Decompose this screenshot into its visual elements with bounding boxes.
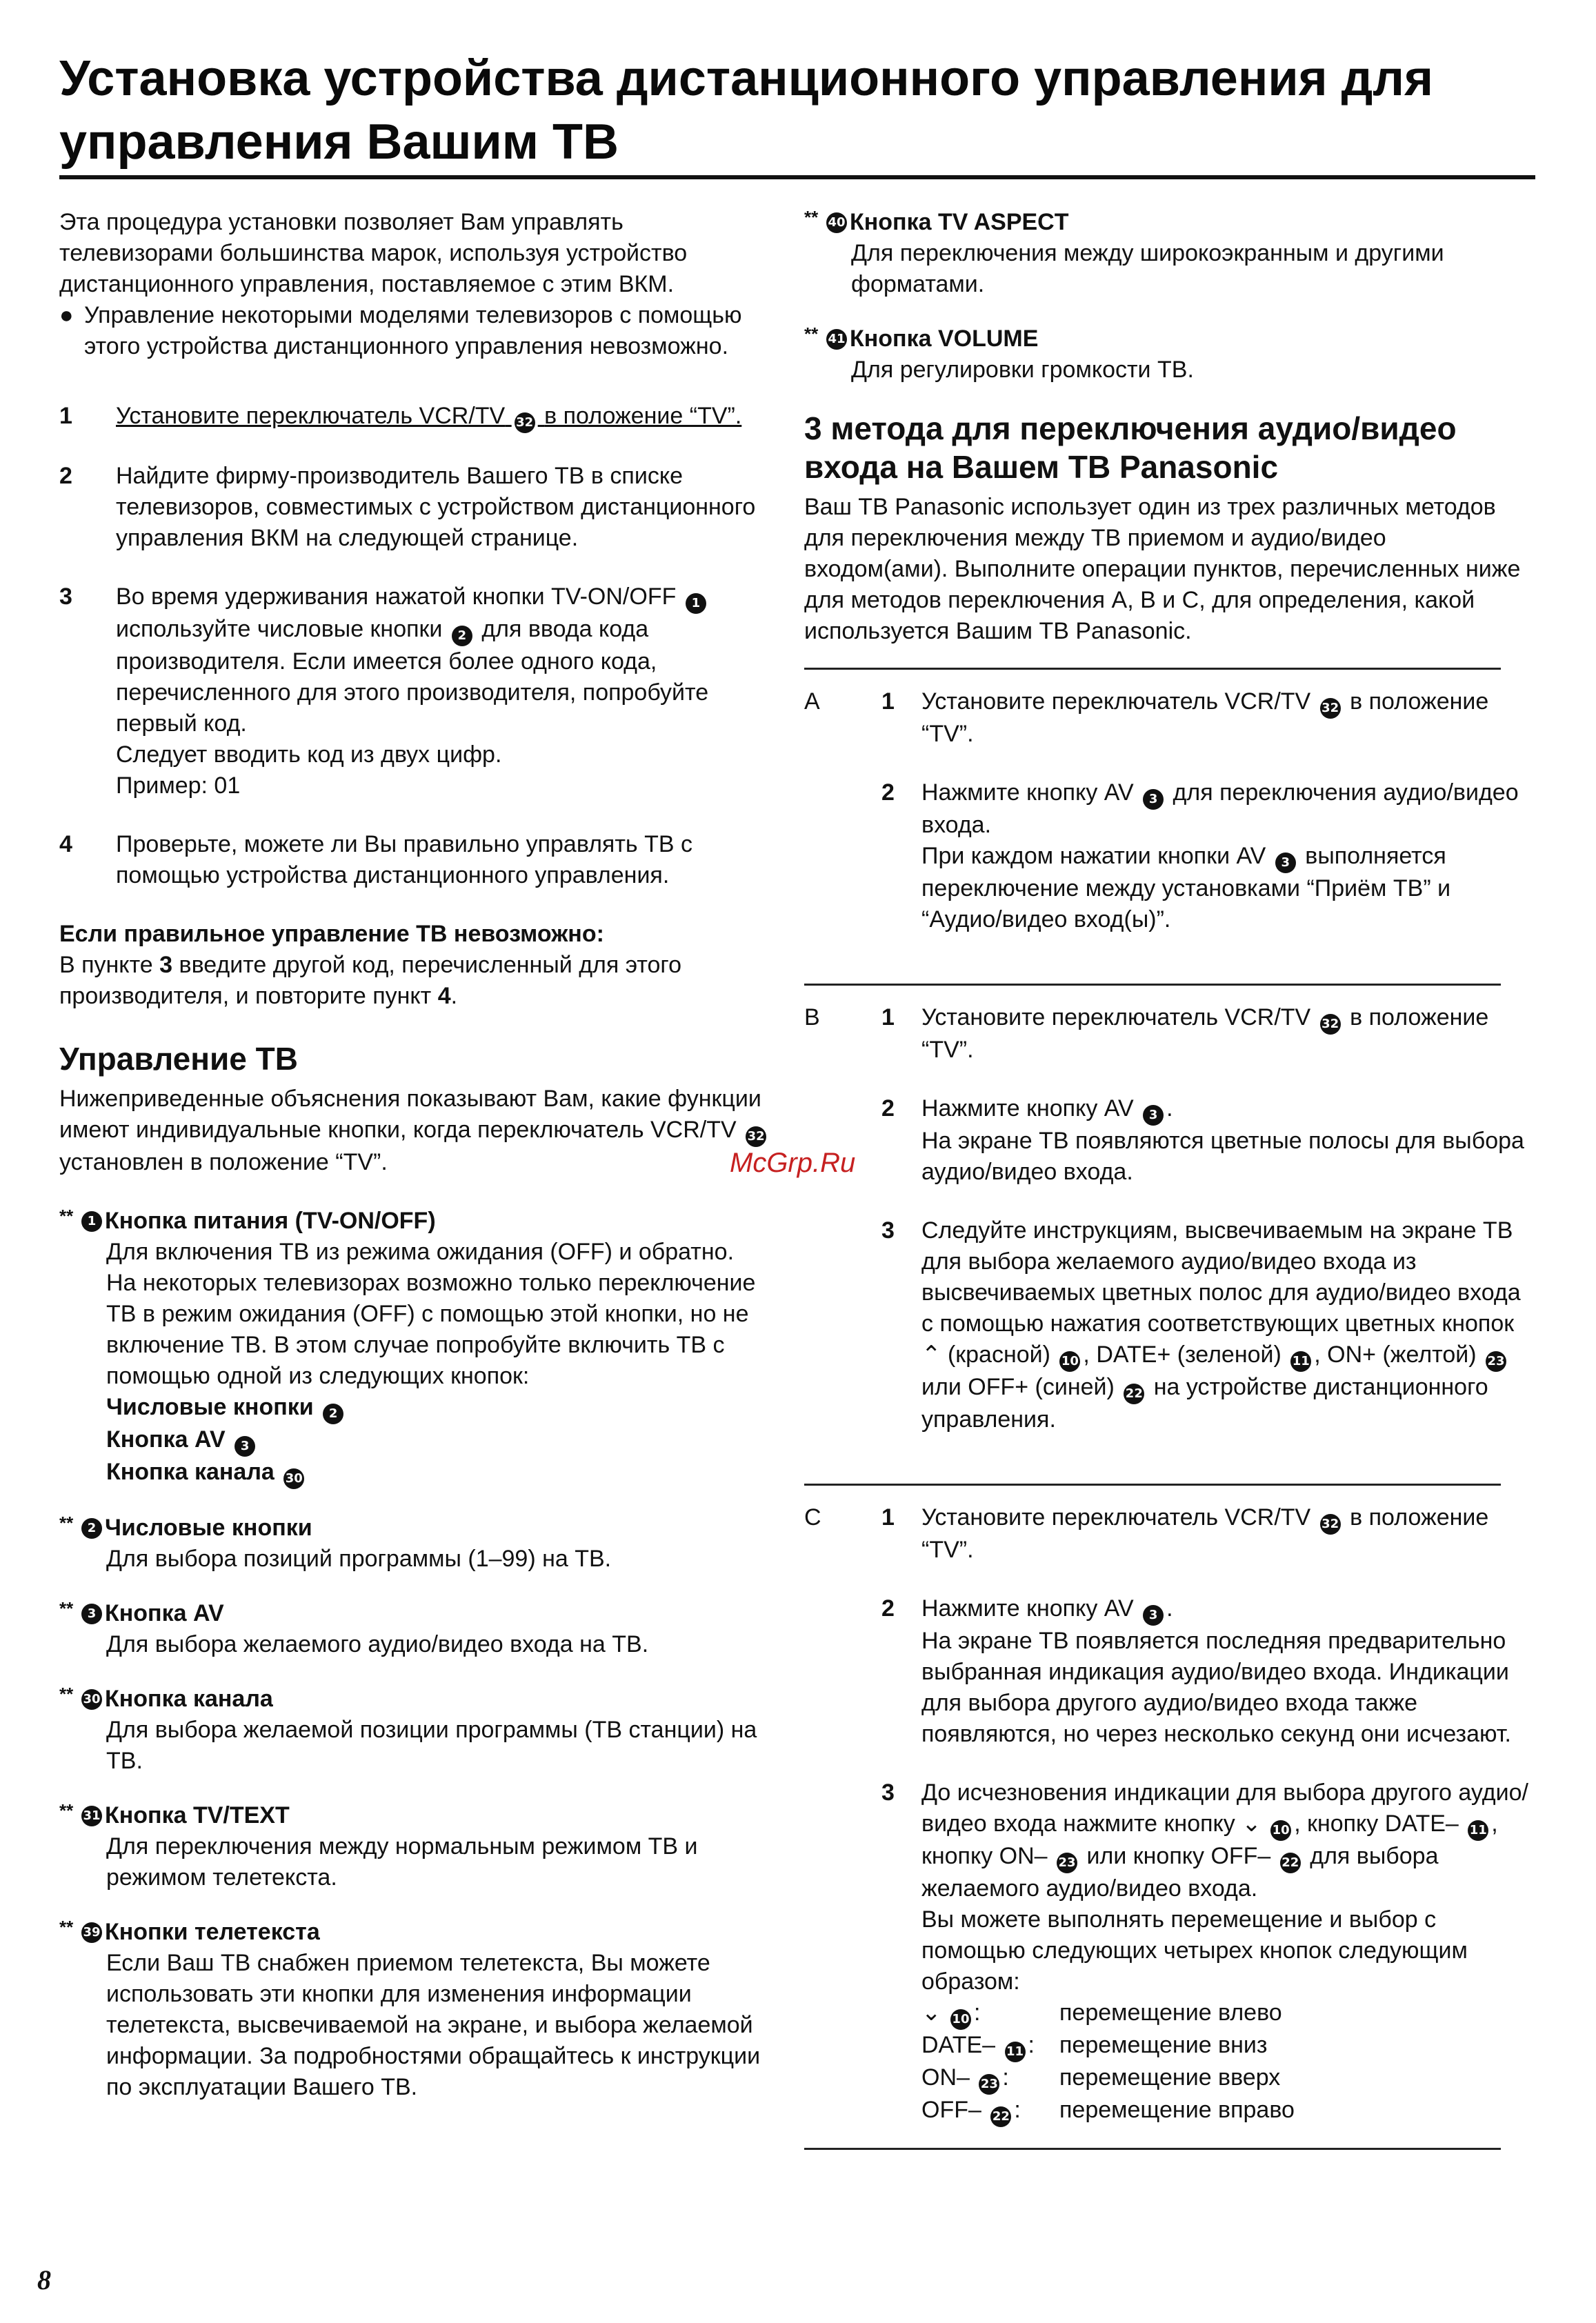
method-letter: A (804, 688, 820, 715)
nav-key: OFF– 22 : (921, 2095, 1059, 2127)
button-40-icon: 40 (826, 212, 847, 233)
step-text: Проверьте, можете ли Вы правильно управлять ТВ с помощью устройства дистанционного управления. (116, 831, 692, 888)
stars-mark: ** (59, 1598, 74, 1619)
nav-key: DATE– 11 : (921, 2030, 1059, 2062)
button-3-icon: 3 (235, 1436, 255, 1457)
stars-mark: ** (59, 1513, 74, 1533)
step-1 (59, 401, 777, 433)
button-3-icon: 3 (81, 1604, 102, 1624)
control-heading: Управление ТВ (59, 1041, 298, 1077)
step-number: 2 (59, 463, 72, 489)
control-intro: Нижеприведенные объяснения показывают Вам, какие функции имеют индивидуальные кнопки, когда переключатель VCR/TV 32 установлен в положение “TV”. (59, 1084, 777, 1178)
button-3-icon: 3 (1143, 789, 1164, 810)
left-column (59, 207, 777, 2126)
method-a (804, 686, 1528, 963)
func-text: Для переключения между нормальным режимом ТВ и режимом телетекста. (106, 1833, 698, 1891)
func-title: Кнопка AV (105, 1600, 224, 1626)
stars-mark: ** (59, 1206, 74, 1226)
method-step: 2 Нажмите кнопку AV 3 . На экране ТВ появляется последняя предварительно выбранная индикация аудио/видео входа. Индикации для выбора другого аудио/видео входа также появляются, но через несколько секунд они исчезают. (881, 1595, 1511, 1747)
step-number: 3 (59, 584, 72, 610)
intro-text: Эта процедура установки позволяет Вам управлять телевизорами большинства марок, используя устройство дистанционного управления, поставляемое с этим ВКМ. (59, 209, 688, 297)
button-1-icon: 1 (81, 1211, 102, 1232)
func-av (59, 1598, 777, 1660)
button-2-icon: 2 (81, 1518, 102, 1539)
down-arrow-icon: ⌄ (1241, 1811, 1261, 1837)
step-number: 4 (59, 831, 72, 857)
method-c (804, 1502, 1528, 2127)
func-title: Кнопка питания (TV-ON/OFF) (105, 1208, 436, 1234)
nav-action: перемещение вниз (1059, 2032, 1268, 2058)
divider (804, 1484, 1501, 1486)
func-title: Кнопка TV/TEXT (105, 1802, 290, 1828)
func-numeric (59, 1513, 777, 1575)
methods-intro: Ваш ТВ Panasonic использует один из трех различных методов для переключения между ТВ приемом и аудио/видео входом(ами). Выполните операции пунктов, перечисленных ниже для методов переключения A, B и C, для определения, какой используется Вашим ТВ Panasonic. (804, 494, 1521, 644)
page-title: Установка устройства дистанционного управления для управления Вашим ТВ (59, 51, 1434, 170)
step-text: Найдите фирму-производитель Вашего ТВ в списке телевизоров, совместимых с устройством дистанционного управления ВКМ на следующей странице. (116, 463, 756, 551)
page-number: 8 (37, 2264, 51, 2295)
step-3 (59, 581, 777, 801)
stars-mark: ** (59, 1684, 74, 1704)
func-text: Для выбора желаемого аудио/видео входа на ТВ. (106, 1631, 649, 1657)
func-aspect (804, 207, 1528, 300)
button-32-icon: 32 (1320, 1014, 1341, 1035)
title-rule (59, 175, 1535, 179)
button-32-icon: 32 (515, 412, 535, 433)
method-step: 2 Нажмите кнопку AV 3 для переключения аудио/видео входа. При каждом нажатии кнопки AV 3 выполняется переключение между установками “Приём ТВ” и “Аудио/видео вход(ы)”. (881, 779, 1519, 933)
button-22-icon: 22 (990, 2106, 1011, 2127)
button-31-icon: 31 (81, 1806, 102, 1826)
step-text: Во время удерживания нажатой кнопки TV-ON/OFF 1 используйте числовые кнопки 2 для ввода кода производителя. Если имеется более одного кода, перечисленного для этого производителя, попробуйте первый код. Следует вводить код из двух цифр. Пример: 01 (116, 584, 709, 799)
func-title: Кнопка VOLUME (850, 326, 1039, 352)
func-text: Для переключения между широкоэкранным и другими форматами. (851, 240, 1444, 297)
step-text: Установите переключатель VCR/TV 32 в положение “TV”. (116, 401, 777, 433)
nav-key: ⌄ 10 : (921, 1997, 1059, 2030)
methods-heading: 3 метода для переключения аудио/видео входа на Вашем ТВ Panasonic (804, 410, 1457, 485)
method-step: 1 Установите переключатель VCR/TV 32 в положение “TV”. (881, 1004, 1489, 1063)
bullet-icon: ● (59, 302, 74, 328)
divider (804, 2148, 1501, 2150)
func-text-2: На некоторых телевизорах возможно только переключение ТВ в режим ожидания (OFF) с помощью этой кнопки, но не включение ТВ. В этом случае попробуйте включить ТВ с помощью одной из следующих кнопок: (106, 1270, 756, 1389)
func-title: Числовые кнопки (105, 1515, 312, 1541)
button-32-icon: 32 (1320, 698, 1341, 719)
func-text: Для включения ТВ из режима ожидания (OFF) и обратно. (106, 1239, 735, 1265)
method-b (804, 1002, 1528, 1463)
method-step: 1 Установите переключатель VCR/TV 32 в положение “TV”. (881, 1504, 1489, 1563)
button-2-icon: 2 (452, 626, 472, 646)
button-11-icon: 11 (1005, 2042, 1026, 2062)
button-30-icon: 30 (81, 1689, 102, 1710)
button-2-icon: 2 (323, 1404, 343, 1424)
button-41-icon: 41 (826, 329, 847, 350)
up-arrow-icon: ⌃ (921, 1342, 941, 1368)
method-step: 2 Нажмите кнопку AV 3 . На экране ТВ появляются цветные полосы для выбора аудио/видео входа. (881, 1095, 1524, 1185)
nav-action: перемещение вверх (1059, 2064, 1281, 2091)
intro-bullet (59, 300, 777, 362)
func-text: Для выбора желаемой позиции программы (ТВ станции) на ТВ. (106, 1717, 757, 1774)
stars-mark: ** (59, 1800, 74, 1821)
button-11-icon: 11 (1290, 1351, 1311, 1372)
step-2 (59, 461, 777, 554)
func-title: Кнопки телетекста (105, 1919, 320, 1945)
button-22-icon: 22 (1124, 1384, 1144, 1404)
fail-text: В пункте 3 введите другой код, перечисленный для этого производителя, и повторите пункт 4. (59, 952, 681, 1009)
watermark: McGrp.Ru (730, 1148, 856, 1178)
func-text: Для выбора позиций программы (1–99) на ТВ. (106, 1546, 612, 1572)
button-32-icon: 32 (746, 1126, 766, 1147)
button-3-icon: 3 (1143, 1105, 1164, 1126)
intro-bullet-text: Управление некоторыми моделями телевизоров с помощью этого устройства дистанционного управления невозможно. (84, 302, 742, 359)
func-power (59, 1206, 777, 1489)
func-text: Если Ваш ТВ снабжен приемом телетекста, Вы можете использовать эти кнопки для изменения информации телетекста, высвечиваемой на экране, и выбора желаемой информации. За подробностями обращайтесь к инструкции по эксплуатации Вашего ТВ. (106, 1950, 761, 2100)
button-3-icon: 3 (1275, 853, 1296, 873)
button-23-icon: 23 (1057, 1853, 1077, 1873)
button-10-icon: 10 (950, 2009, 971, 2030)
func-volume (804, 323, 1528, 386)
func-list-item: Кнопка AV 3 (106, 1424, 777, 1457)
button-10-icon: 10 (1059, 1351, 1080, 1372)
button-23-icon: 23 (979, 2074, 999, 2095)
stars-mark: ** (804, 207, 819, 228)
func-teletext (59, 1917, 777, 2103)
button-32-icon: 32 (1320, 1514, 1341, 1535)
button-22-icon: 22 (1280, 1853, 1301, 1873)
func-list-item: Кнопка канала 30 (106, 1457, 777, 1489)
method-letter: B (804, 1004, 820, 1030)
nav-action: перемещение влево (1059, 2000, 1282, 2026)
button-23-icon: 23 (1486, 1351, 1506, 1372)
nav-table (921, 1997, 1528, 2127)
nav-action: перемещение вправо (1059, 2097, 1295, 2123)
method-step: 3 Следуйте инструкциям, высвечиваемым на экране ТВ для выбора желаемого аудио/видео входа из высвечиваемых цветных полос для аудио/видео входа с помощью нажатия соответствующих цветных кнопок ⌃ (красной) 10 , DATE+ (зеленой) 11 , ON+ (желтой) 23 или OFF+ (синей) 22 на устройстве дистанционного управления. (881, 1217, 1521, 1433)
stars-mark: ** (59, 1917, 74, 1937)
method-step: 1 Установите переключатель VCR/TV 32 в положение “TV”. (881, 688, 1489, 747)
right-column (804, 207, 1528, 2166)
button-11-icon: 11 (1468, 1820, 1488, 1841)
button-3-icon: 3 (1143, 1605, 1164, 1626)
stars-mark: ** (804, 323, 819, 344)
divider (804, 668, 1501, 670)
divider (804, 984, 1501, 986)
method-letter: C (804, 1504, 821, 1531)
button-10-icon: 10 (1270, 1820, 1291, 1841)
nav-key: ON– 23 : (921, 2062, 1059, 2095)
button-39-icon: 39 (81, 1922, 102, 1943)
func-list-item: Числовые кнопки 2 (106, 1392, 777, 1424)
func-title: Кнопка TV ASPECT (850, 209, 1069, 235)
fail-heading: Если правильное управление ТВ невозможно: (59, 921, 604, 947)
func-text: Для регулировки громкости ТВ. (851, 357, 1194, 383)
step-4 (59, 829, 777, 891)
step-number: 1 (59, 403, 72, 429)
button-1-icon: 1 (686, 593, 706, 614)
method-step: 3 До исчезновения индикации для выбора другого аудио/видео входа нажмите кнопку ⌄ 10 , кнопку DATE– 11 , кнопку ON– 23 или кнопку OFF– 22 для выбора желаемого аудио/видео входа. Вы можете выполнять перемещение и выбор с помощью следующих четырех кнопок следующим образом: ⌄ 10 : перемещение влево DATE– 11 : перемещение вниз ON– 23 : перемещение вверх OFF– 22 : перемещение вправо (881, 1777, 1528, 2127)
func-tvtext (59, 1800, 777, 1893)
func-title: Кнопка канала (105, 1686, 273, 1712)
button-30-icon: 30 (283, 1468, 304, 1489)
func-channel (59, 1684, 777, 1777)
